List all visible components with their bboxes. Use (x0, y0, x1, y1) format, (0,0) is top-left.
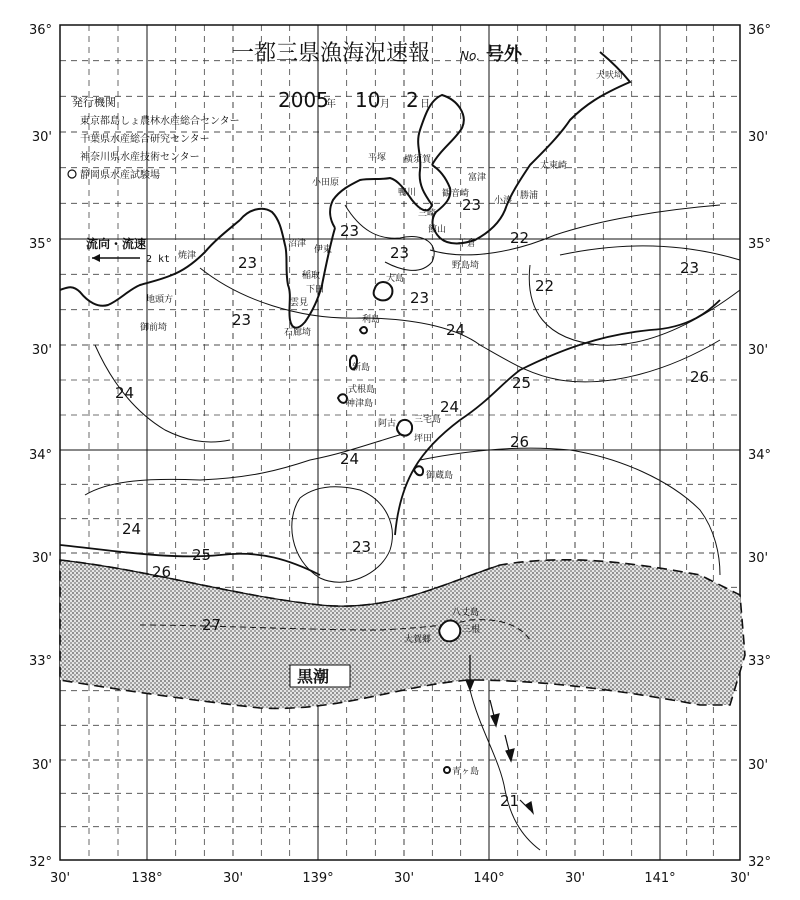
toshima-island (360, 327, 367, 333)
place-odawara: 小田原 (312, 178, 340, 188)
lat-tick-label-left: 35° (28, 237, 52, 252)
issuer-org-1: 東京都島しょ農林水産総合センター (80, 116, 240, 127)
place-kominato: 小湊 (494, 196, 513, 206)
lat-tick-label-right: 30' (748, 551, 769, 566)
lat-tick-label-right: 30' (748, 130, 769, 145)
place-kanaya: 観音崎 (442, 189, 470, 199)
header (68, 41, 523, 181)
issue-suffix: 号外 (486, 44, 522, 65)
place-inubozaki: 犬吠埼 (596, 71, 624, 81)
isotherm-label: 24 (122, 520, 142, 538)
kuroshio-band (60, 560, 745, 709)
aogashima-island (444, 767, 450, 773)
isotherm-label: 22 (535, 277, 555, 295)
current-legend-arrowhead-icon (92, 254, 100, 262)
isotherm-label: 23 (390, 244, 410, 262)
lat-tick-label-left: 30' (31, 551, 52, 566)
station-circle-icon (68, 170, 76, 178)
map-frame (60, 25, 740, 860)
place-toshima: 利島 (362, 315, 381, 325)
isotherm-label: 23 (238, 254, 258, 272)
place-ako: 阿古 (378, 419, 397, 429)
lat-tick-label-right: 33° (748, 654, 772, 669)
place-miyakejima: 三宅島 (414, 415, 442, 425)
lat-tick-label-left: 32° (28, 855, 52, 870)
place-numazu: 沼津 (288, 239, 307, 249)
place-shimoda: 下田 (306, 285, 325, 295)
place-jitokata: 地頭方 (146, 295, 174, 305)
lon-tick-label: 139° (302, 871, 334, 886)
isotherm-label: 21 (500, 792, 520, 810)
lon-tick-label: 30' (393, 871, 415, 886)
isotherm-26-east (420, 448, 720, 575)
lat-tick-label-left: 30' (31, 758, 52, 773)
place-mitsune: 三根 (462, 625, 481, 635)
issuer-org-2: 千葉県水産総合研究センター (80, 134, 210, 145)
lat-tick-label-left: 34° (28, 448, 52, 463)
lat-tick-label-left: 33° (28, 654, 52, 669)
lat-tick-label-left: 30' (31, 130, 52, 145)
isotherm-label: 23 (410, 289, 430, 307)
place-ito: 伊東 (314, 245, 333, 255)
isotherm-label: 26 (690, 368, 710, 386)
place-hachijojima: 八丈島 (452, 608, 480, 618)
lon-tick-label: 140° (473, 871, 505, 886)
current-legend (86, 236, 170, 265)
tokyo-bay-coast (330, 95, 464, 228)
issuer-org-3: 神奈川県水産技術センター (80, 152, 200, 163)
place-nojimazaki: 野島埼 (452, 261, 480, 271)
isotherm-25-east (395, 300, 720, 535)
lon-tick-label: 30' (564, 871, 586, 886)
isotherm-label: 23 (232, 311, 252, 329)
lon-tick-label: 30' (49, 871, 71, 886)
place-tomiura: 富津 (468, 173, 487, 183)
lon-tick-label: 30' (222, 871, 244, 886)
issuer-heading: 発行機関 (72, 96, 116, 109)
date-year: 2005 (278, 88, 329, 112)
isotherm-label: 22 (510, 229, 530, 247)
date-day-unit: 日 (420, 99, 430, 110)
izu-oshima-island (374, 282, 393, 300)
lat-tick-label-right: 35° (748, 237, 772, 252)
isotherm-label: 24 (115, 384, 135, 402)
place-mikurajima: 御蔵島 (426, 471, 454, 481)
place-niijima: 新島 (352, 363, 371, 373)
isotherm-label: 25 (192, 546, 212, 564)
lat-tick-label-right: 30' (748, 758, 769, 773)
isotherm-label: 23 (340, 222, 360, 240)
date-year-unit: 年 (326, 99, 336, 110)
current-legend-title: 流向・流速 (86, 237, 147, 251)
place-kozushima: 神津島 (346, 399, 374, 409)
isotherm-label: 23 (680, 259, 700, 277)
mikurajima-island (414, 466, 423, 475)
place-hiratsuka: 平塚 (368, 153, 387, 163)
issuer-org-4: 静岡県水産試験場 (80, 170, 160, 181)
date-month: 10 (355, 88, 381, 112)
place-oshima: 大島 (386, 274, 405, 284)
issue-no-mark: No. (460, 49, 481, 63)
isotherm-label: 26 (152, 563, 172, 581)
place-inatori: 稲取 (302, 271, 321, 281)
kuroshio-label-box (290, 665, 350, 687)
place-taitozaki: 太東崎 (540, 161, 568, 171)
place-katsuura: 勝浦 (520, 191, 539, 201)
place-aogashima: 青ヶ島 (452, 767, 480, 777)
place-irozaki: 石廊埼 (284, 328, 312, 338)
lat-tick-label-right: 32° (748, 855, 772, 870)
hachijojima-island (439, 621, 460, 642)
miyakejima-island (397, 420, 412, 436)
lat-tick-label-right: 34° (748, 448, 772, 463)
place-tateyama: 館山 (428, 225, 447, 235)
isotherm-label: 24 (440, 398, 460, 416)
isotherm-label: 23 (352, 538, 372, 556)
isotherm-label: 25 (512, 374, 532, 392)
lat-tick-label-left: 30' (31, 343, 52, 358)
isotherm-label: 26 (510, 433, 530, 451)
date-month-unit: 月 (380, 99, 390, 110)
graticule (60, 25, 740, 860)
place-yaizu: 焼津 (178, 251, 197, 261)
isotherm-24-south (85, 432, 410, 495)
place-omaezaki: 御前埼 (140, 323, 168, 333)
place-misaki: 三崎 (418, 209, 437, 219)
isotherm-label: 23 (462, 196, 482, 214)
isotherm-22-loop (529, 265, 740, 345)
place-tsubota: 坪田 (414, 434, 433, 444)
lon-tick-label: 30' (729, 871, 751, 886)
isotherm-label: 24 (340, 450, 360, 468)
place-ohkago: 大賀郷 (404, 635, 432, 645)
isotherm-label: 27 (202, 616, 222, 634)
place-yokosuka: 横須賀 (404, 155, 432, 165)
place-kamogawa: 鴨川 (398, 188, 417, 198)
date-day: 2 (406, 88, 419, 112)
place-shikinejima: 式根島 (348, 385, 376, 395)
place-chikura: 千倉 (458, 239, 477, 249)
lon-tick-label: 141° (644, 871, 676, 886)
map-title: 一都三県漁海況速報 (232, 41, 431, 66)
place-kumomi: 雲見 (290, 298, 309, 308)
lon-tick-label: 138° (131, 871, 163, 886)
isotherm-21 (470, 690, 540, 850)
kuroshio-label: 黒潮 (297, 667, 330, 686)
current-legend-speed: 2 kt (146, 254, 171, 265)
lat-tick-label-right: 30' (748, 343, 769, 358)
isotherm-label: 24 (446, 321, 466, 339)
lat-tick-label-left: 36° (28, 23, 52, 38)
lat-tick-label-right: 36° (748, 23, 772, 38)
